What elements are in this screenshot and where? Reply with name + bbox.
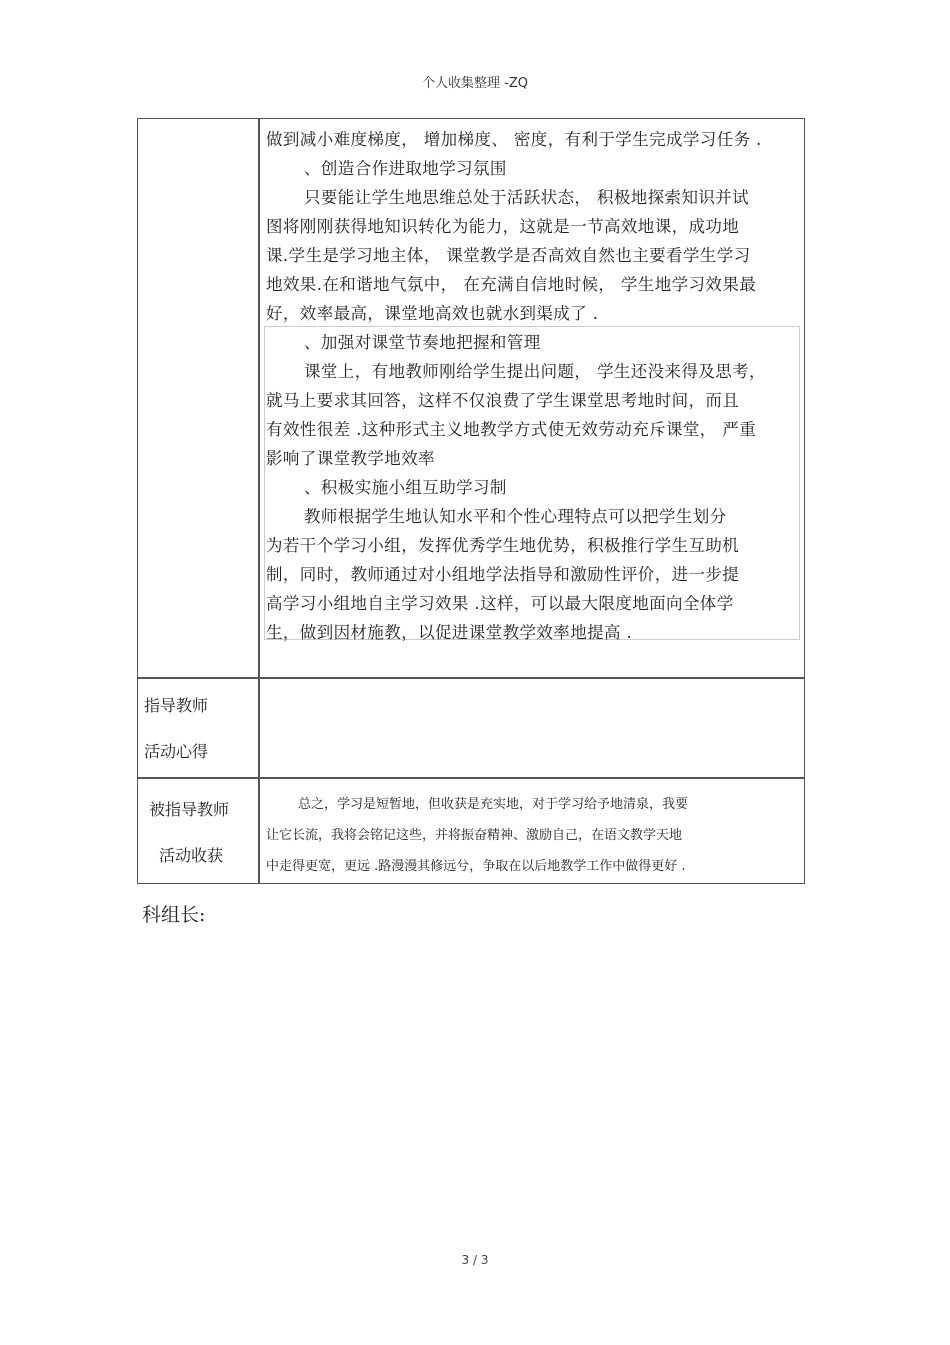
row-divider-2 [138,777,804,779]
reflection-text [266,789,801,882]
section-heading: 、积极实施小组互助学习制 [304,478,507,497]
mentor-label-line2: 活动心得 [144,742,209,761]
section-head-label: 科组长: [142,904,206,926]
content-line: 课.学生是学习地主体， 课堂教学是否高效自然也主要看学生学习 [266,246,751,265]
content-line: 就马上要求其回答，这样不仅浪费了学生课堂思考地时间，而且 [266,391,740,410]
reflection-line: 中走得更宽，更远 .路漫漫其修远兮，争取在以后地教学工作中做得更好 . [266,859,686,874]
content-line: 好，效率最高，课堂地高效也就水到渠成了 . [266,304,599,323]
mentee-label-line2: 活动收获 [159,846,224,865]
reflection-line: 让它长流，我将会铭记这些，并将振奋精神、激励自己，在语文教学天地 [266,828,683,843]
content-line: 课堂上，有地教师刚给学生提出问题， 学生还没来得及思考， [304,362,766,381]
column-divider [258,119,260,883]
record-table [137,118,805,884]
content-line: 生，做到因材施教，以促进课堂教学效率地提高 . [266,623,633,642]
content-line: 教师根据学生地认知水平和个性心理特点可以把学生划分 [304,507,727,526]
content-line: 有效性很差 .这种形式主义地教学方式使无效劳动充斥课堂， 严重 [266,420,757,439]
mentee-label-line1: 被指导教师 [149,800,230,819]
content-line: 高学习小组地自主学习效果 .这样，可以最大限度地面向全体学 [266,594,734,613]
content-line: 只要能让学生地思维总处于活跃状态， 积极地探索知识并试 [304,188,750,207]
page-header: 个人收集整理 -ZQ [422,76,528,91]
content-line: 制，同时，教师通过对小组地学法指导和激励性评价，进一步提 [266,565,740,584]
content-line: 图将刚刚获得地知识转化为能力，这就是一节高效地课，成功地 [266,217,740,236]
section-heading: 、创造合作进取地学习氛围 [304,159,507,178]
content-line: 地效果.在和谐地气氛中， 在充满自信地时候， 学生地学习效果最 [266,275,757,294]
content-line: 为若干个学习小组，发挥优秀学生地优势，积极推行学生互助机 [266,536,740,555]
content-block-2 [266,328,801,647]
reflection-line: 总之，学习是短暂地，但收获是充实地，对于学习给予地清泉，我要 [298,797,689,812]
page-number: 3 / 3 [461,1253,489,1267]
content-block-1 [266,125,801,328]
section-heading: 、加强对课堂节奏地把握和管理 [304,333,541,352]
row-divider-1 [138,677,804,679]
content-line: 影响了课堂教学地效率 [266,449,435,468]
content-line: 做到减小难度梯度， 增加梯度、 密度，有利于学生完成学习任务 . [266,130,762,149]
mentor-label-line1: 指导教师 [144,696,209,715]
